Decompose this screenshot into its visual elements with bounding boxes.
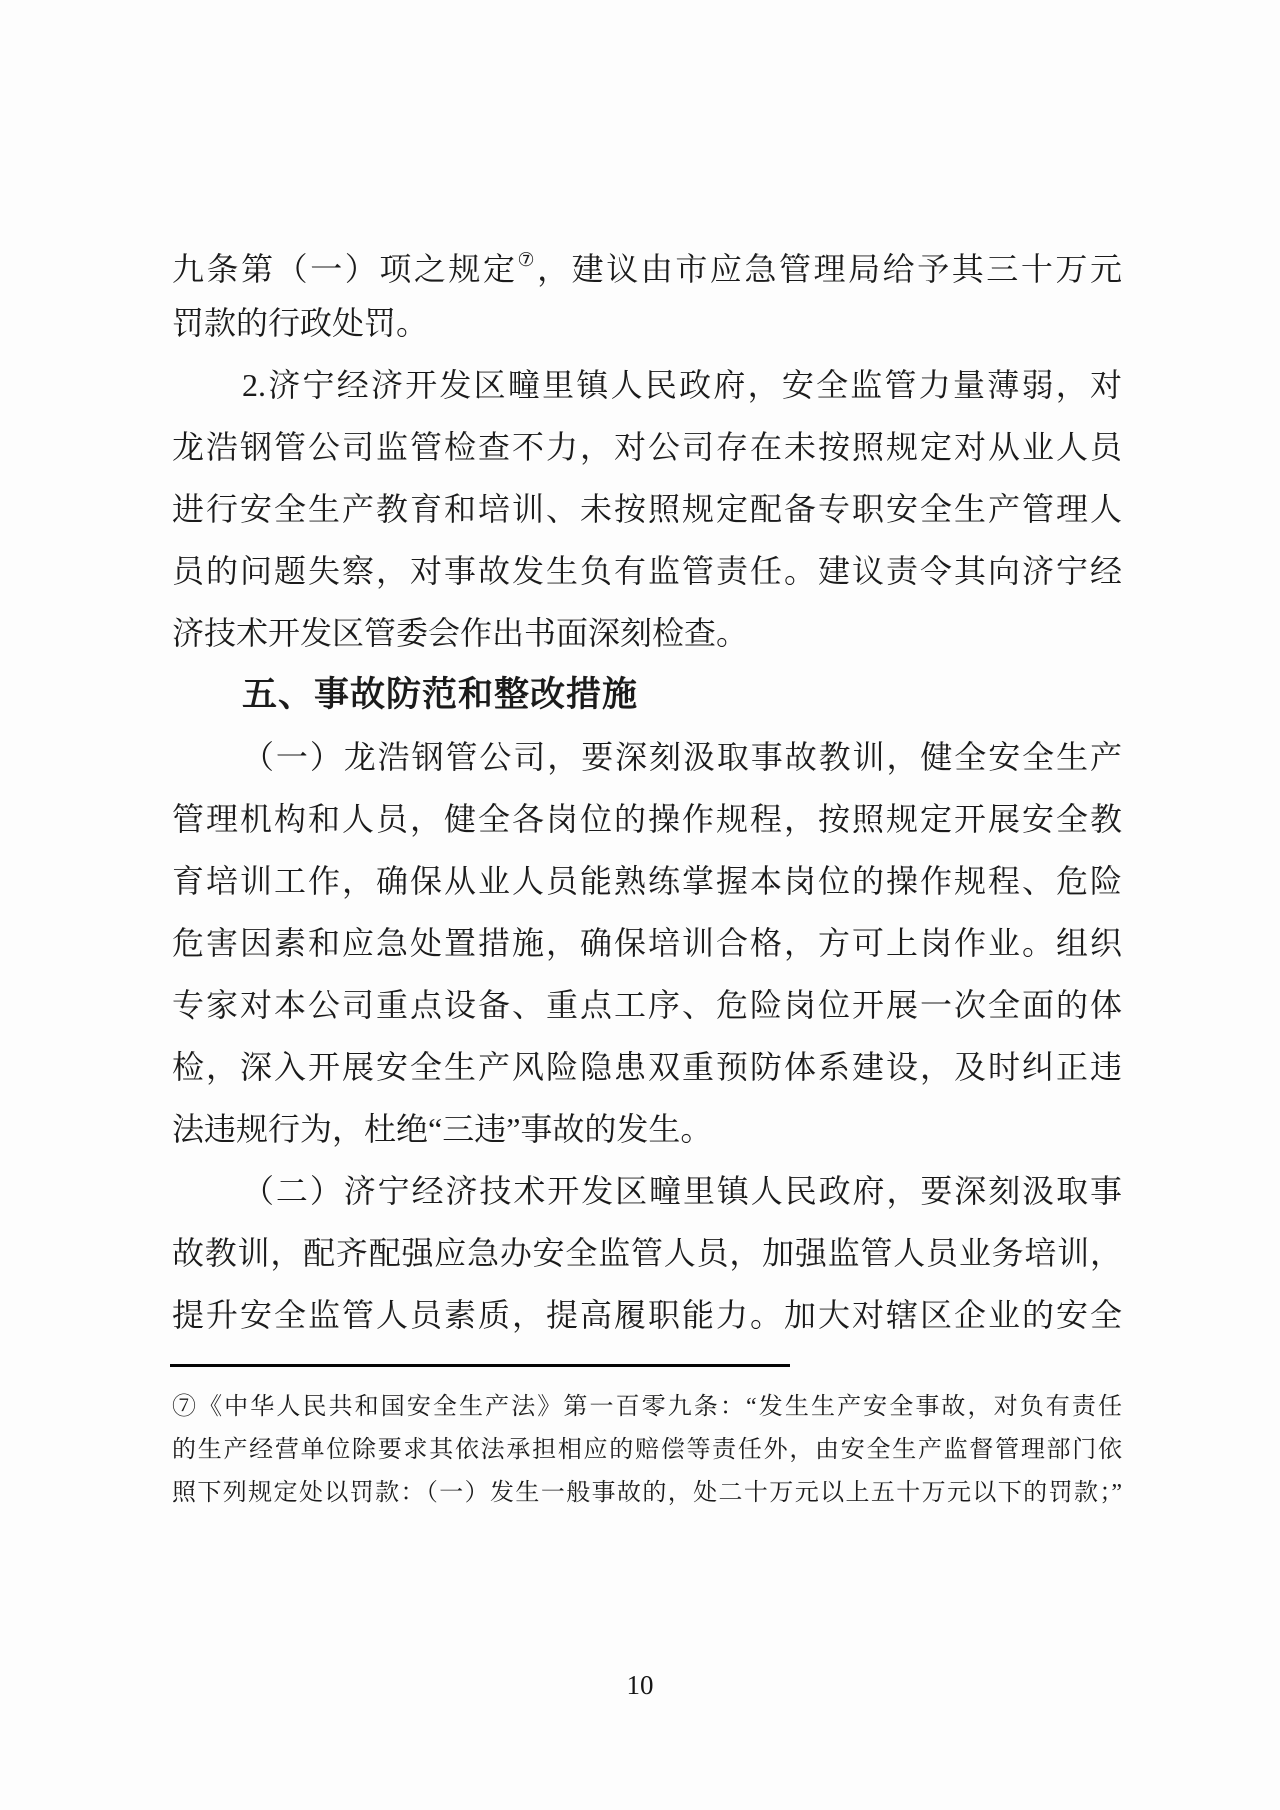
para2-line5: 济技术开发区管委会作出书面深刻检查。 <box>172 615 749 651</box>
para3-line3: 育培训工作，确保从业人员能熟练掌握本岗位的操作规程、危险 <box>172 863 1122 899</box>
para4-line2: 故教训，配齐配强应急办安全监管人员，加强监管人员业务培训， <box>172 1235 1122 1271</box>
footnote-ref-7: ⑦ <box>517 250 538 271</box>
para4-line3: 提升安全监管人员素质，提高履职能力。加大对辖区企业的安全 <box>172 1297 1122 1333</box>
para1-line1 <box>172 230 1122 292</box>
para3-line1: （一）龙浩钢管公司，要深刻汲取事故教训，健全安全生产 <box>242 739 1122 775</box>
para3-line5: 专家对本公司重点设备、重点工序、危险岗位开展一次全面的体 <box>172 987 1122 1023</box>
para3-line4: 危害因素和应急处置措施，确保培训合格，方可上岗作业。组织 <box>172 925 1122 961</box>
para2-line1: 2.济宁经济开发区疃里镇人民政府，安全监管力量薄弱，对 <box>242 367 1122 403</box>
para2-line2: 龙浩钢管公司监管检查不力，对公司存在未按照规定对从业人员 <box>172 429 1122 465</box>
page-number: 10 <box>626 1670 654 1700</box>
para1-line1-pre: 九条第（一）项之规定 <box>172 251 518 287</box>
para1-line1-post: ，建议由市应急管理局给予其三十万元 <box>537 251 1122 287</box>
para3-line2: 管理机构和人员，健全各岗位的操作规程，按照规定开展安全教 <box>172 801 1122 837</box>
footnote-line2: 的生产经营单位除要求其依法承担相应的赔偿等责任外，由安全生产监督管理部门依 <box>172 1437 1122 1463</box>
footnote-line3: 照下列规定处以罚款：（一）发生一般事故的，处二十万元以上五十万元以下的罚款；” <box>172 1480 1122 1506</box>
para1-line2: 罚款的行政处罚。 <box>172 305 429 341</box>
para3-line7: 法违规行为，杜绝“三违”事故的发生。 <box>172 1111 713 1147</box>
footnote-line1: ⑦《中华人民共和国安全生产法》第一百零九条：“发生生产安全事故，对负有责任 <box>172 1394 1122 1420</box>
para2-line3: 进行安全生产教育和培训、未按照规定配备专职安全生产管理人 <box>172 491 1122 527</box>
para3-line6: 检，深入开展安全生产风险隐患双重预防体系建设，及时纠正违 <box>172 1049 1122 1085</box>
footnote-separator <box>170 1364 790 1367</box>
document-body <box>172 230 1122 1346</box>
footnote-block <box>172 1386 1122 1515</box>
para4-line1: （二）济宁经济技术开发区疃里镇人民政府，要深刻汲取事 <box>242 1173 1122 1209</box>
para2-line4: 员的问题失察，对事故发生负有监管责任。建议责令其向济宁经 <box>172 553 1122 589</box>
section-heading: 五、事故防范和整改措施 <box>242 675 639 714</box>
